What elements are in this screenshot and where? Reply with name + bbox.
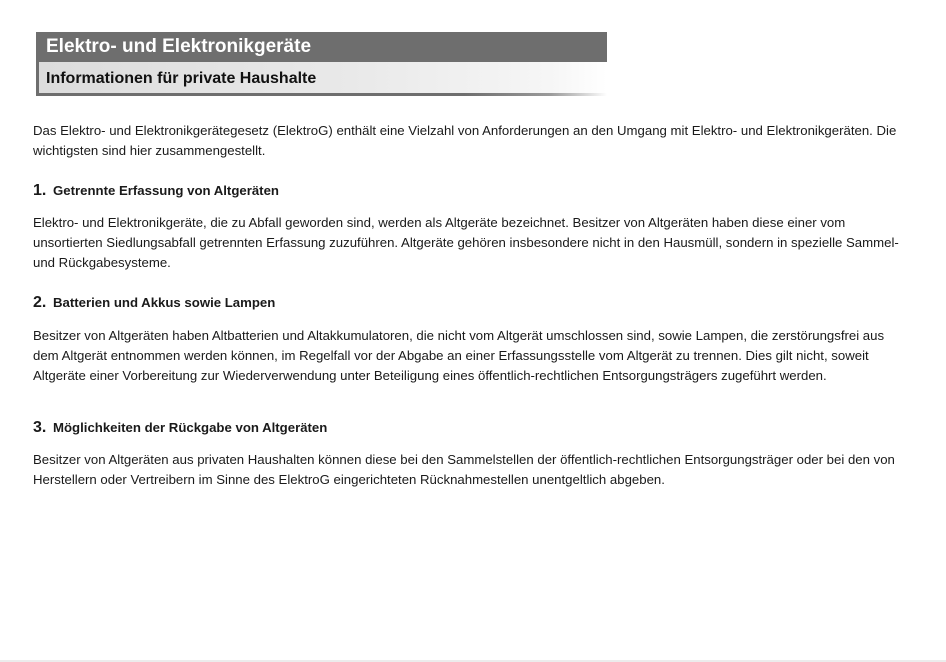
section-2-title: Batterien und Akkus sowie Lampen [53,295,276,310]
subtitle-underline [36,93,607,96]
document-body [33,121,903,490]
section-3-title: Möglichkeiten der Rückgabe von Altgeräten [53,420,328,435]
section-2-body: Besitzer von Altgeräten haben Altbatterien und Altakkumulatoren, die nicht vom Altgerät umschlossen sind, sowie Lampen, die zerstörungsfrei aus dem Altgerät entnommen werden können, im Regelfall vor der Abgabe an einer Erfassungsstelle vom Altgerät zu trennen. Dies gilt nicht, soweit Altgeräte einer Vorbereitung zur Wiederverwendung unter Beteiligung eines öffentlich-rechtlichen Entsorgungsträgers zugeführt werden. [33,328,885,383]
section-2-number: 2. [33,294,47,311]
section-1-body: Elektro- und Elektronikgeräte, die zu Abfall geworden sind, werden als Altgeräte bezeichnet. Besitzer von Altgeräten haben diese einer vom unsortierten Siedlungsabfall getrennten Erfassung zuzuführen. Altgeräte gehören insbesondere nicht in den Hausmüll, sondern in spezielle Sammel- und Rückgabesysteme. [33,215,899,270]
section-1-number: 1. [33,182,47,199]
section-2-heading [33,293,903,313]
page-subtitle-text: Informationen für private Haushalte [46,70,317,87]
page-title: Elektro- und Elektronikgeräte [36,32,607,62]
document-header [36,32,607,96]
intro-paragraph: Das Elektro- und Elektronikgerätegesetz (ElektroG) enthält eine Vielzahl von Anforderungen an den Umgang mit Elektro- und Elektronikgeräten. Die wichtigsten sind hier zusammengestellt. [33,123,897,158]
page-subtitle [36,62,607,96]
section-1-title: Getrennte Erfassung von Altgeräten [53,183,279,198]
section-3-heading [33,418,903,438]
section-3-body: Besitzer von Altgeräten aus privaten Haushalten können diese bei den Sammelstellen der öffentlich-rechtlichen Entsorgungsträger oder bei den von Herstellern oder Vertreibern im Sinne des ElektroG eingerichteten Rücknahmestellen unentgeltlich abgeben. [33,452,895,487]
section-3-number: 3. [33,419,47,436]
section-1-heading [33,181,903,201]
